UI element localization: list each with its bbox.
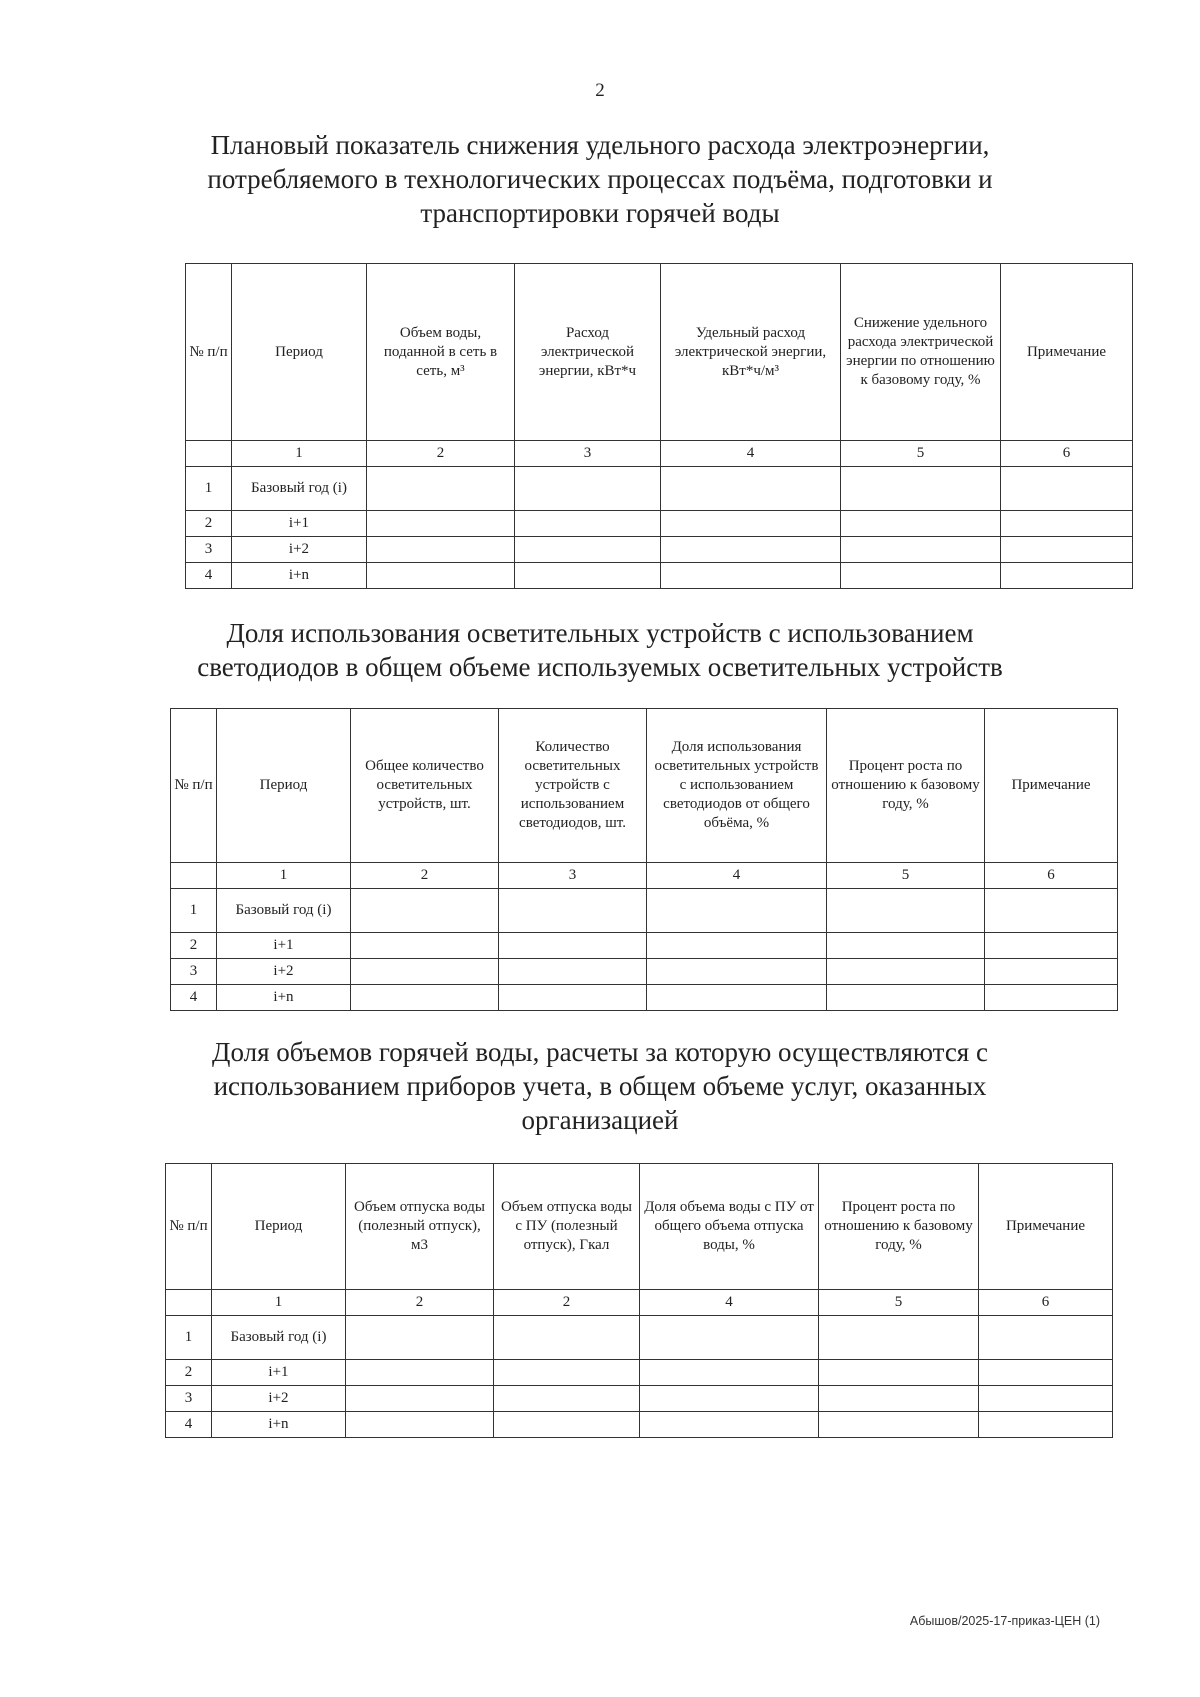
column-number <box>166 1290 212 1316</box>
empty-cell <box>494 1386 640 1412</box>
empty-cell <box>367 467 515 511</box>
empty-cell <box>351 889 499 933</box>
row-period: Базовый год (i) <box>217 889 351 933</box>
title-line: потребляемого в технологических процессах подъёма, подготовки и <box>207 164 993 194</box>
title-line: транспортировки горячей воды <box>420 198 780 228</box>
empty-cell <box>647 959 827 985</box>
empty-cell <box>827 933 985 959</box>
empty-cell <box>819 1386 979 1412</box>
row-period: i+2 <box>232 537 367 563</box>
row-number: 4 <box>186 563 232 589</box>
table-row <box>166 1386 1113 1412</box>
empty-cell <box>647 889 827 933</box>
empty-cell <box>499 959 647 985</box>
table-row <box>171 889 1118 933</box>
row-number: 3 <box>166 1386 212 1412</box>
empty-cell <box>640 1386 819 1412</box>
empty-cell <box>841 511 1001 537</box>
row-period: i+2 <box>217 959 351 985</box>
empty-cell <box>819 1360 979 1386</box>
table-2 <box>170 708 1118 1011</box>
empty-cell <box>1001 537 1133 563</box>
column-number: 6 <box>1001 441 1133 467</box>
empty-cell <box>841 563 1001 589</box>
column-number: 3 <box>499 863 647 889</box>
empty-cell <box>979 1360 1113 1386</box>
column-number: 1 <box>232 441 367 467</box>
row-number: 4 <box>166 1412 212 1438</box>
row-number: 3 <box>171 959 217 985</box>
header-cell: Доля объема воды с ПУ от общего объема отпуска воды, % <box>640 1164 819 1290</box>
table-row <box>186 537 1133 563</box>
row-period: i+1 <box>217 933 351 959</box>
empty-cell <box>827 889 985 933</box>
header-cell: № п/п <box>166 1164 212 1290</box>
header-cell: Период <box>212 1164 346 1290</box>
table-row <box>171 933 1118 959</box>
row-period: i+2 <box>212 1386 346 1412</box>
empty-cell <box>661 467 841 511</box>
header-cell: № п/п <box>171 709 217 863</box>
column-number: 5 <box>841 441 1001 467</box>
header-cell: Примечание <box>985 709 1118 863</box>
table-row <box>186 511 1133 537</box>
table-3 <box>165 1163 1113 1438</box>
table-row <box>186 467 1133 511</box>
table-row <box>166 1360 1113 1386</box>
empty-cell <box>351 959 499 985</box>
empty-cell <box>1001 511 1133 537</box>
title-line: использованием приборов учета, в общем объеме услуг, оказанных <box>213 1071 987 1101</box>
page-number: 2 <box>595 80 605 101</box>
row-number: 1 <box>171 889 217 933</box>
column-number: 4 <box>661 441 841 467</box>
empty-cell <box>979 1316 1113 1360</box>
table-row <box>166 1412 1113 1438</box>
empty-cell <box>640 1360 819 1386</box>
header-cell: Расход электрической энергии, кВт*ч <box>515 264 661 441</box>
document-id-footer: Абышов/2025-17-приказ-ЦЕН (1) <box>909 1614 1100 1628</box>
empty-cell <box>647 933 827 959</box>
empty-cell <box>367 563 515 589</box>
title-line: светодиодов в общем объеме используемых осветительных устройств <box>197 652 1003 682</box>
table-header-row <box>171 709 1118 863</box>
column-number <box>186 441 232 467</box>
header-cell: Примечание <box>1001 264 1133 441</box>
empty-cell <box>640 1412 819 1438</box>
empty-cell <box>499 889 647 933</box>
empty-cell <box>351 985 499 1011</box>
empty-cell <box>499 933 647 959</box>
empty-cell <box>346 1360 494 1386</box>
empty-cell <box>819 1412 979 1438</box>
empty-cell <box>841 537 1001 563</box>
empty-cell <box>346 1412 494 1438</box>
column-number: 3 <box>515 441 661 467</box>
empty-cell <box>1001 467 1133 511</box>
row-period: Базовый год (i) <box>212 1316 346 1360</box>
column-number: 2 <box>346 1290 494 1316</box>
row-number: 2 <box>171 933 217 959</box>
column-number-row <box>166 1290 1113 1316</box>
column-number: 4 <box>647 863 827 889</box>
title-line: организацией <box>521 1105 679 1135</box>
column-number: 2 <box>351 863 499 889</box>
header-cell: Количество осветительных устройств с использованием светодиодов, шт. <box>499 709 647 863</box>
empty-cell <box>515 511 661 537</box>
column-number: 2 <box>494 1290 640 1316</box>
empty-cell <box>351 933 499 959</box>
empty-cell <box>346 1316 494 1360</box>
header-cell: Общее количество осветительных устройств, шт. <box>351 709 499 863</box>
header-cell: Объем отпуска воды (полезный отпуск), м3 <box>346 1164 494 1290</box>
header-cell: Примечание <box>979 1164 1113 1290</box>
header-cell: Период <box>217 709 351 863</box>
empty-cell <box>985 933 1118 959</box>
empty-cell <box>979 1412 1113 1438</box>
empty-cell <box>515 467 661 511</box>
title-line: Доля объемов горячей воды, расчеты за которую осуществляются с <box>212 1037 988 1067</box>
empty-cell <box>499 985 647 1011</box>
row-number: 4 <box>171 985 217 1011</box>
header-cell: № п/п <box>186 264 232 441</box>
row-number: 2 <box>166 1360 212 1386</box>
column-number: 6 <box>979 1290 1113 1316</box>
empty-cell <box>1001 563 1133 589</box>
header-cell: Доля использования осветительных устройств с использованием светодиодов от общего объёма, % <box>647 709 827 863</box>
empty-cell <box>515 537 661 563</box>
row-period: i+1 <box>212 1360 346 1386</box>
table-row <box>171 985 1118 1011</box>
header-cell: Снижение удельного расхода электрической энергии по отношению к базовому году, % <box>841 264 1001 441</box>
section-1-title <box>150 128 1050 230</box>
empty-cell <box>346 1386 494 1412</box>
empty-cell <box>640 1316 819 1360</box>
section-2-title <box>150 616 1050 684</box>
column-number: 5 <box>827 863 985 889</box>
column-number: 2 <box>367 441 515 467</box>
empty-cell <box>979 1386 1113 1412</box>
table-header-row <box>186 264 1133 441</box>
empty-cell <box>367 537 515 563</box>
empty-cell <box>494 1412 640 1438</box>
empty-cell <box>661 563 841 589</box>
title-line: Плановый показатель снижения удельного расхода электроэнергии, <box>210 130 990 160</box>
empty-cell <box>985 985 1118 1011</box>
empty-cell <box>494 1316 640 1360</box>
title-line: Доля использования осветительных устройств с использованием <box>226 618 974 648</box>
column-number-row <box>171 863 1118 889</box>
header-cell: Объем отпуска воды с ПУ (полезный отпуск), Гкал <box>494 1164 640 1290</box>
section-3-title <box>150 1035 1050 1137</box>
table-row <box>171 959 1118 985</box>
empty-cell <box>661 511 841 537</box>
header-cell: Период <box>232 264 367 441</box>
empty-cell <box>819 1316 979 1360</box>
empty-cell <box>367 511 515 537</box>
row-period: i+n <box>212 1412 346 1438</box>
empty-cell <box>494 1360 640 1386</box>
table-row <box>186 563 1133 589</box>
row-period: i+n <box>232 563 367 589</box>
empty-cell <box>827 959 985 985</box>
column-number: 1 <box>212 1290 346 1316</box>
empty-cell <box>647 985 827 1011</box>
empty-cell <box>985 959 1118 985</box>
table-header-row <box>166 1164 1113 1290</box>
column-number <box>171 863 217 889</box>
column-number: 4 <box>640 1290 819 1316</box>
column-number: 1 <box>217 863 351 889</box>
table-row <box>166 1316 1113 1360</box>
column-number: 5 <box>819 1290 979 1316</box>
header-cell: Объем воды, поданной в сеть в сеть, м³ <box>367 264 515 441</box>
empty-cell <box>827 985 985 1011</box>
table-1 <box>185 263 1133 589</box>
row-period: i+n <box>217 985 351 1011</box>
header-cell: Процент роста по отношению к базовому году, % <box>819 1164 979 1290</box>
row-period: Базовый год (i) <box>232 467 367 511</box>
empty-cell <box>515 563 661 589</box>
column-number-row <box>186 441 1133 467</box>
row-number: 2 <box>186 511 232 537</box>
empty-cell <box>661 537 841 563</box>
row-number: 3 <box>186 537 232 563</box>
empty-cell <box>841 467 1001 511</box>
column-number: 6 <box>985 863 1118 889</box>
row-number: 1 <box>166 1316 212 1360</box>
header-cell: Процент роста по отношению к базовому году, % <box>827 709 985 863</box>
row-number: 1 <box>186 467 232 511</box>
row-period: i+1 <box>232 511 367 537</box>
empty-cell <box>985 889 1118 933</box>
header-cell: Удельный расход электрической энергии, кВт*ч/м³ <box>661 264 841 441</box>
